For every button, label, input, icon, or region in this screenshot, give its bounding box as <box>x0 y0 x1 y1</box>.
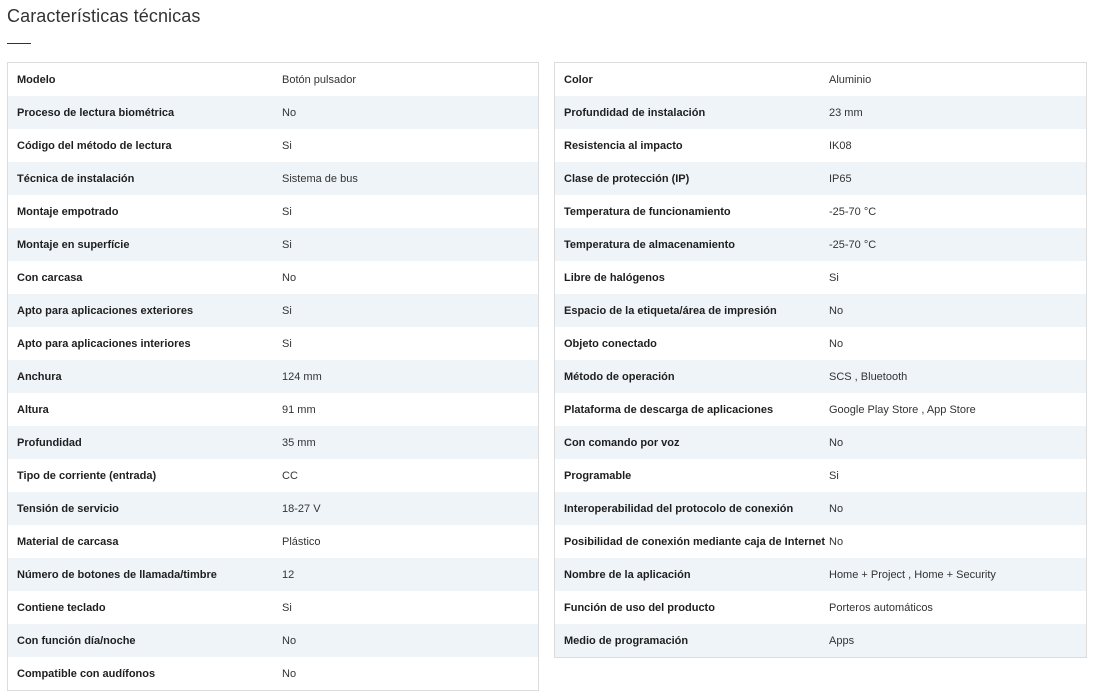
spec-label: Programable <box>564 469 632 482</box>
spec-value: 12 <box>282 568 295 581</box>
spec-label: Código del método de lectura <box>17 139 172 152</box>
spec-value: Si <box>282 304 292 317</box>
spec-row <box>8 360 538 393</box>
spec-value: 91 mm <box>282 403 316 416</box>
spec-row <box>555 228 1086 261</box>
spec-row <box>555 63 1086 96</box>
spec-label: Tensión de servicio <box>17 502 119 515</box>
spec-label: Objeto conectado <box>564 337 657 350</box>
spec-value: Si <box>282 238 292 251</box>
spec-row <box>555 525 1086 558</box>
spec-label: Profundidad de instalación <box>564 106 706 119</box>
spec-label: Contiene teclado <box>17 601 106 614</box>
spec-value: Si <box>829 469 839 482</box>
spec-value: Si <box>829 271 839 284</box>
spec-row <box>555 558 1086 591</box>
spec-value: Si <box>282 205 292 218</box>
spec-value: Plástico <box>282 535 321 548</box>
spec-row <box>555 624 1086 657</box>
spec-row <box>555 393 1086 426</box>
spec-row <box>8 624 538 657</box>
spec-row <box>555 261 1086 294</box>
spec-label: Compatible con audífonos <box>17 667 156 680</box>
spec-value: Porteros automáticos <box>829 601 933 614</box>
spec-value: No <box>282 634 297 647</box>
spec-row <box>555 195 1086 228</box>
spec-row <box>8 657 538 690</box>
spec-value: Apps <box>829 634 855 647</box>
spec-value: -25-70 °C <box>829 238 877 251</box>
spec-label: Método de operación <box>564 370 675 383</box>
spec-value: Si <box>282 139 292 152</box>
spec-label: Montaje empotrado <box>17 205 119 218</box>
spec-value: No <box>829 502 844 515</box>
spec-value: Aluminio <box>829 73 872 86</box>
spec-row <box>555 459 1086 492</box>
spec-label: Apto para aplicaciones interiores <box>17 337 191 350</box>
spec-row <box>8 129 538 162</box>
spec-value: IK08 <box>829 139 852 152</box>
title-underline <box>7 43 31 44</box>
spec-value: -25-70 °C <box>829 205 877 218</box>
spec-row <box>8 558 538 591</box>
spec-row <box>555 492 1086 525</box>
spec-value: No <box>282 271 297 284</box>
spec-value: No <box>829 436 844 449</box>
spec-value: 124 mm <box>282 370 322 383</box>
spec-label: Espacio de la etiqueta/área de impresión <box>564 304 777 317</box>
spec-value: No <box>282 667 297 680</box>
spec-label: Tipo de corriente (entrada) <box>17 469 157 482</box>
spec-row <box>8 525 538 558</box>
spec-label: Nombre de la aplicación <box>564 568 691 581</box>
page-title: Características técnicas <box>7 6 201 26</box>
spec-label: Con comando por voz <box>564 436 680 449</box>
spec-value: No <box>829 535 844 548</box>
spec-label: Medio de programación <box>564 634 689 647</box>
spec-value: CC <box>282 469 298 482</box>
spec-label: Proceso de lectura biométrica <box>17 106 175 119</box>
spec-value: No <box>829 304 844 317</box>
spec-label: Interoperabilidad del protocolo de conexión <box>564 502 794 515</box>
spec-label: Montaje en superfície <box>17 238 130 251</box>
spec-row <box>8 261 538 294</box>
spec-value: Sistema de bus <box>282 172 358 185</box>
spec-row <box>8 96 538 129</box>
spec-row <box>8 327 538 360</box>
spec-row <box>555 426 1086 459</box>
specs-table-left <box>7 62 539 691</box>
spec-row <box>8 426 538 459</box>
spec-row <box>555 294 1086 327</box>
spec-label: Temperatura de funcionamiento <box>564 205 731 218</box>
spec-value: 35 mm <box>282 436 316 449</box>
spec-row <box>555 96 1086 129</box>
spec-value: Google Play Store , App Store <box>829 403 976 416</box>
spec-value: Si <box>282 337 292 350</box>
spec-value: 23 mm <box>829 106 863 119</box>
spec-label: Con carcasa <box>17 271 83 284</box>
spec-label: Número de botones de llamada/timbre <box>17 568 217 581</box>
spec-label: Plataforma de descarga de aplicaciones <box>564 403 774 416</box>
spec-row <box>555 327 1086 360</box>
spec-label: Modelo <box>17 73 56 86</box>
spec-label: Temperatura de almacenamiento <box>564 238 735 251</box>
spec-row <box>555 591 1086 624</box>
spec-row <box>8 63 538 96</box>
spec-label: Libre de halógenos <box>564 271 665 284</box>
spec-value: IP65 <box>829 172 852 185</box>
spec-label: Clase de protección (IP) <box>564 172 690 185</box>
spec-value: No <box>829 337 844 350</box>
spec-row <box>8 162 538 195</box>
spec-row <box>555 360 1086 393</box>
spec-row <box>8 393 538 426</box>
spec-label: Anchura <box>17 370 62 383</box>
spec-row <box>8 294 538 327</box>
spec-value: 18-27 V <box>282 502 321 515</box>
spec-row <box>8 591 538 624</box>
spec-value: Botón pulsador <box>282 73 356 86</box>
spec-label: Material de carcasa <box>17 535 119 548</box>
spec-value: Si <box>282 601 292 614</box>
spec-row <box>8 195 538 228</box>
spec-label: Color <box>564 73 593 86</box>
specs-table-right <box>554 62 1087 658</box>
spec-label: Con función día/noche <box>17 634 136 647</box>
spec-row <box>8 492 538 525</box>
spec-label: Técnica de instalación <box>17 172 135 185</box>
spec-label: Altura <box>17 403 49 416</box>
spec-label: Posibilidad de conexión mediante caja de Internet <box>564 535 826 548</box>
spec-row <box>8 459 538 492</box>
spec-row <box>8 228 538 261</box>
spec-value: SCS , Bluetooth <box>829 370 908 383</box>
spec-value: No <box>282 106 297 119</box>
spec-label: Apto para aplicaciones exteriores <box>17 304 194 317</box>
spec-row <box>555 129 1086 162</box>
spec-label: Profundidad <box>17 436 82 449</box>
spec-label: Resistencia al impacto <box>564 139 683 152</box>
spec-row <box>555 162 1086 195</box>
spec-label: Función de uso del producto <box>564 601 715 614</box>
spec-value: Home + Project , Home + Security <box>829 568 996 581</box>
